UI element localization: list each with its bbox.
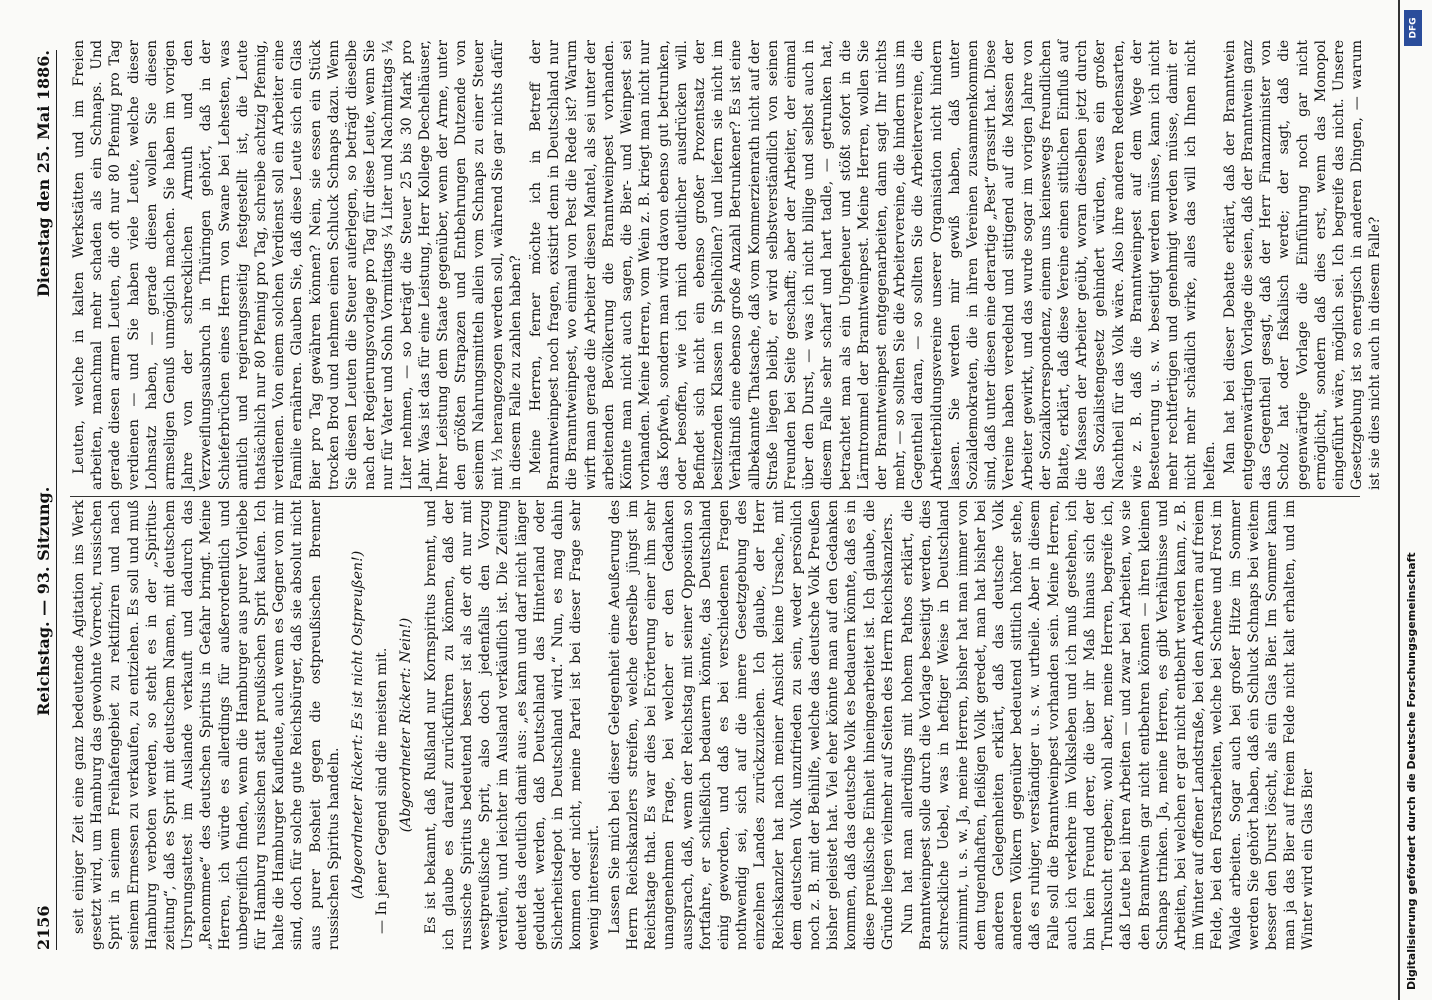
interjection: (Abgeordneter Rickert: Nein!) <box>398 617 415 833</box>
paragraph: Nun hat man allerdings mit hohem Pathos erklärt, die Branntweinpest solle durch die Vorlage beseitigt werden, dies schreckliche Uebel, was in heftiger Weise in Deutschland zunimmt, u. s. w. Ja, meine Herren, bisher hat man immer von dem tugendhaften, fleißigen Volk geredet, man hat bisher bei anderen Gelegenheiten erklärt, daß das deutsche Volk anderen Völkern gegenüber bedeutend sittlich höher stehe, daß es ruhiger, verständiger u. s. w. urtheile. Aber in diesem Falle soll die Branntweinpest vorhanden sein. Meine Herren, auch ich verkehre im Volksleben und ich muß gestehen, ich bin kein Freund derer, die über ihr Maß hinaus sich der Trunksucht ergeben; wohl aber, meine Herren, begreife ich, daß Leute bei ihren Arbeiten — und zwar bei Arbeiten, wo sie den Branntwein gar nicht entbehren können — ihren kleinen Schnaps trinken. Ja, meine Herren, es gibt Verhältnisse und Arbeiten, bei welchen er gar nicht entbehrt werden kann, z. B. im Winter auf offener Landstraße, bei den Arbeitern auf freiem Felde, bei den Forstarbeiten, welche bei Schnee und Frost im Walde arbeiten. Sogar auch bei großer Hitze im Sommer werden Sie gehört haben, daß ein Schluck Schnaps bei weitem besser den Durst löscht, als ein Glas Bier. Im Sommer kann man ja das Bier auf freiem Felde nicht kalt erhalten, und im Winter wird ein Glas Bier <box>899 500 1317 950</box>
session-date: Dienstag den 25. Mai 1886. <box>33 50 53 298</box>
paragraph: — In jener Gegend sind die meisten mit. <box>374 647 391 934</box>
left-column <box>70 500 1360 950</box>
session-title: Reichstag. — 93. Sitzung. <box>33 486 53 716</box>
paragraph: Leuten, welche in kalten Werkstätten und im Freien arbeiten, manchmal mehr schaden als ein Schnaps. Und gerade diesen armen Leuten, die oft nur 80 Pfennig pro Tag verdienen — und Sie haben viele Leute, welche dieser Lohnsatz haben, — gerade diesen wollen Sie diesen armseligen Genuß unmöglich machen. Sie haben im vorigen Jahre von der schrecklichen Armuth und den Verzweiflungsausbruch in Thüringen gehört, daß in der Schieferbrüchen eines Herrn von Swane bei Lehesten, was amtlich und regierungsseitig festgestellt ist, die Leute thatsächlich nur 80 Pfennig pro Tag, schreibe achtzig Pfennig, verdienen. Von einem solchen Verdienst soll ein Arbeiter eine Familie ernähren. Glauben Sie, daß diese Leute sich ein Glas Bier pro Tag gewähren können? Nein, sie essen ein Stück trocken Brod und nehmen einen Schluck Schnaps dazu. Wenn Sie diesen Leuten die Steuer auferlegen, so beträgt dieselbe nach der Regierungsvorlage pro Tag für diese Leute, wenn Sie nur für Vater und Sohn Vormittags ¼ Liter und Nachmittags ¼ Liter nehmen, — so beträgt die Steuer 25 bis 30 Mark pro Jahr. Was ist das für eine Leistung, Herr Kollege Dechelhäuser, Ihrer Leistung dem Staate gegenüber, wenn der Arme, unter den größten Strapazen und Entbehrungen Dutzende von seinem Nahrungsmitteln allein vom Schnaps zu einer Steuer mit ⅓ herangezogen werden soll, während Sie gar nichts dafür in diesem Falle zu zahlen haben? <box>71 40 524 490</box>
right-column <box>70 40 1384 490</box>
column-divider <box>70 496 1360 497</box>
paragraph: Es ist bekannt, daß Rußland nur Kornspiritus brennt, und ich glaube es darauf zurückführen zu können, daß der russische Spiritus bedeutend besser ist als der oft nur mit westpreußische Sprit, also doch jedenfalls den Vorzug verdient, und leichter im Ausland verkäuflich ist. Die Zeitung deutet das deutlich damit aus: „es kann und darf nicht länger geduldet werden, daß Deutschland das Hinterland oder Sicherheitsdepot in Deutschland wird.“ Nun, es mag dahin kommen oder nicht, meine Partei ist bei dieser Frage sehr wenig interessirt. <box>422 500 603 950</box>
dfg-logo-icon <box>1404 10 1422 46</box>
attribution-text: Digitalisierung gefördert durch die Deutsche Forschungsgemeinschaft <box>1405 552 1418 990</box>
interjection: (Abgeordneter Rickert: Es ist nicht Ostpreußen!) <box>350 550 367 900</box>
page-header <box>30 50 57 950</box>
page-number: 2156 <box>33 905 53 950</box>
paragraph: Meine Herren, ferner möchte ich in Betreff der Branntweinpest noch fragen, existirt denn in Deutschland nur die Branntweinpest, wo einmal von Pest die Rede ist? Warum wirft man gerade die Arbeiter diesen Mantel, als sei unter der arbeitenden Bevölkerung die Branntweinpest vorhanden. Könnte man nicht auch sagen, die Bier- und Weinpest sei vorhanden. Meine Herren, vom Wein z. B. kriegt man nicht nur das Kopfweh, sondern man wird davon ebenso gut betrunken, oder besoffen, wie ich mich deutlicher ausdrücken will. Befindet sich nicht ein ebenso großer Prozentsatz der besitzenden Klassen in Spielhöllen? und liefern sie nicht im Verhältniß eine ebenso große Anzahl Betrunkener? Es ist eine allbekannte Thatsache, daß vom Kommerzienrath nicht auf der Straße liegen bleibt, er wird selbstverständlich von seinen Freunden bei Seite geschafft; aber der Arbeiter, der einmal über den Durst, — was ich nicht billige und selbst auch in diesem Falle sehr scharf und hart tadle, — getrunken hat, betrachtet man als ein Ungeheuer und stößt sofort in die Lärmtrommel der Branntweinpest. Meine Herren, wollen Sie der Branntweinpest entgegenarbeiten, dann sagt Ihr nichts mehr, — so sollten Sie die Arbeitervereine, die hindern uns im Gegentheil daran, — so sollten Sie die Arbeitervereine, die Arbeiterbildungsvereine unserer Organisation nicht hindern lassen. Sie werden mir gewiß haben, daß unter Sozialdemokraten, die in ihren Vereinen zusammenkommen sind, daß unter diesen eine derartige „Pest“ grassirt hat. Diese Vereine haben veredelnd und sittigend auf die Massen der Arbeiter gewirkt, und das wurde sogar im vorigen Jahre von der Sozialkorrespondenz, einem uns keineswegs freundlichen Blatte, erklärt, daß diese Vereine einen sittlichen Einfluß auf die Massen der Arbeiter geübt, woran dieselben jetzt durch das Sozialistengesetz gehindert würden, was ein großer Nachtheil für das Volk wäre. Also ihre anderen Redensarten, wie z. B. daß die Branntweinpest auf dem Wege der Besteuerung u. s. w. beseitigt werden müsse, kann ich nicht mehr rechtfertigen und genehmigt werden müsse, damit er nicht mehr schädlich wirke, alles das will ich Ihnen nicht helfen. <box>528 40 1218 490</box>
rotated-page <box>10 10 1390 990</box>
attribution-strip <box>1400 10 1424 990</box>
paragraph: Lassen Sie mich bei dieser Gelegenheit eine Aeußerung des Herrn Reichskanzlers streifen, welche derselbe jüngst im Reichstage that. Es war dies bei Erörterung einer ihm sehr unangenehmen Frage, bei welcher er den Gedanken aussprach, daß, wenn der Reichstag mit seiner Opposition so fortfahre, er schließlich bedauern könnte, das Deutschland einig geworden, und daß es bei verschiedenen Fragen nothwendig sei, sich auf die innere Gesetzgebung des einzelnen Landes zurückzuziehen. Ich glaube, der Herr Reichskanzler hat nach meiner Ansicht keine Ursache, mit dem deutschen Volk unzufrieden zu sein, weder persönlich noch z. B. mit der Beihilfe, welche das deutsche Volk Preußen bisher geleistet hat. Viel eher könnte man auf den Gedanken kommen, daß das deutsche Volk es bedauern könnte, daß es in diese preußische Einheit hineingearbeitet ist. Ich glaube, die Gründe liegen vielmehr auf Seiten des Herrn Reichskanzlers. <box>606 500 896 950</box>
paragraph: Man hat bei dieser Debatte erklärt, daß der Branntwein entgegenwärtigen Vorlage die seien, daß der Branntwein ganz das Gegentheil gesagt, daß der Herr Finanzminister von Scholz hat oder fiskalisch werde; der sagt, daß die gegenwärtige Vorlage die Einführung noch gar nicht ermöglicht, sondern daß dies erst, wenn das Monopol eingeführt wäre, möglich sei. Ich begreife das nicht. Unsere Gesetzgebung ist so energisch in anderen Dingen, — warum ist sie dies nicht auch in diesem Falle? <box>1221 40 1384 490</box>
dfg-logo-text: DFG <box>1408 17 1419 39</box>
paragraph: seit einiger Zeit eine ganz bedeutende Agitation ins Werk gesetzt wird, um Hamburg das gewohnte Vorrecht, russischen Sprit in seinem Freihafengebiet zu rektifiziren und nach seinem Ermessen zu verkaufen, zu entziehen. Es soll und muß Hamburg verboten werden, so steht es in der „Spiritus-zeitung“, daß es Sprit mit deutschem Namen, mit deutschem Ursprungsattest im Auslande verkauft und dadurch das „Renommee“ des deutschen Spiritus in Gefahr bringt. Meine Herren, ich würde es allerdings für außerordentlich und unbegreiflich finden, wenn die Hamburger aus purer Vorliebe für Hamburg russischen statt preußischen Sprit kaufen. Ich halte die Hamburger Kaufleute, auch wenn es Gegner von mir sind, doch für solche gute Reichsbürger, daß sie absolut nicht aus purer Bosheit gegen die ostpreußischen Brenner russischen Spiritus handeln. <box>71 500 342 950</box>
